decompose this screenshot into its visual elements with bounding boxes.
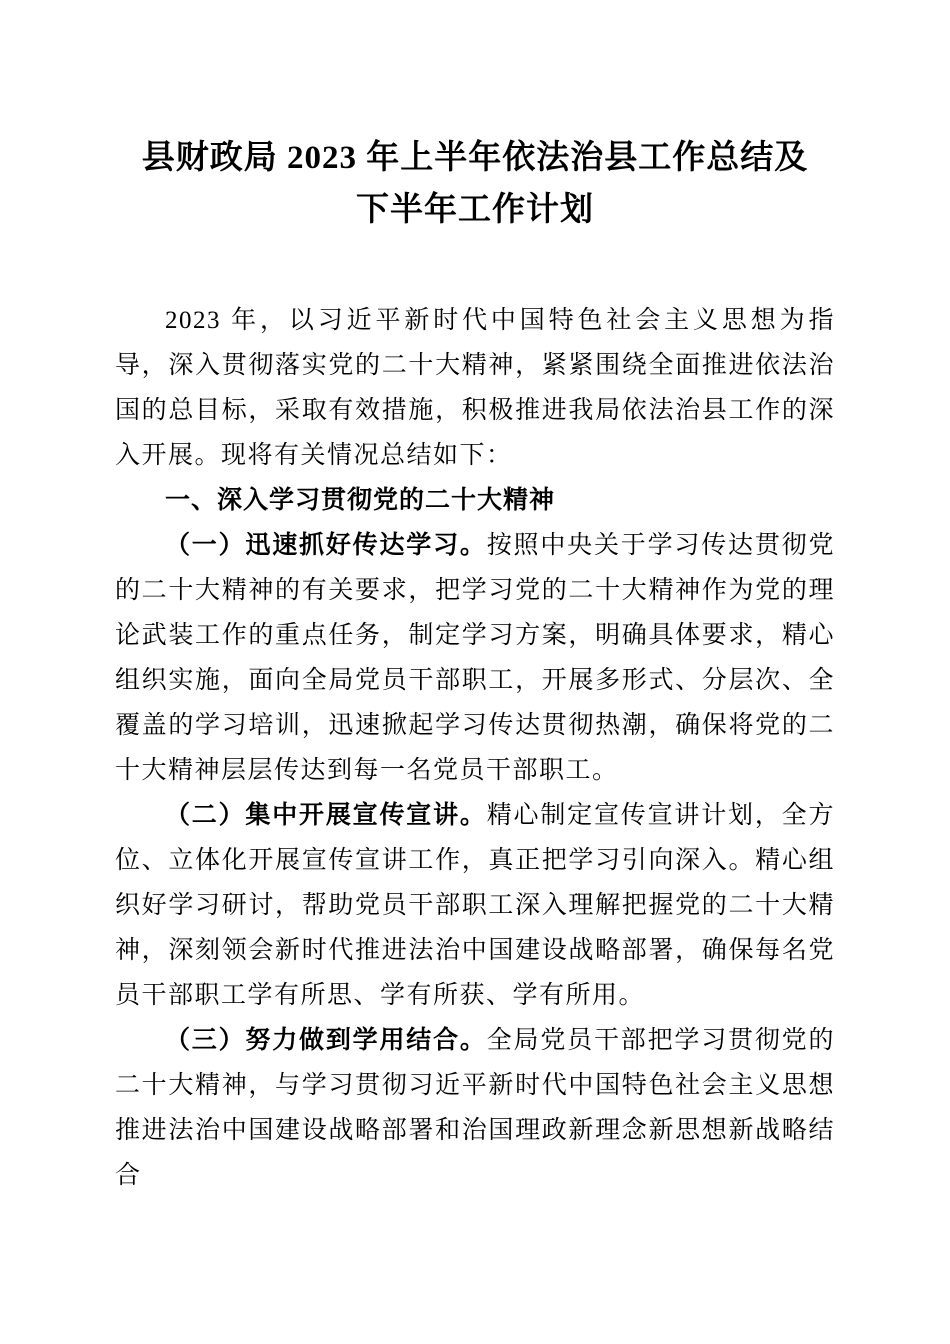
body-paragraph <box>115 1018 835 1198</box>
section-heading <box>115 478 835 523</box>
body-paragraph <box>115 793 835 1018</box>
document-title <box>115 132 835 236</box>
paragraph-text: 按照中央关于学习传达贯彻党的二十大精神的有关要求，把学习党的二十大精神作为党的理论武装工作的重点任务，制定学习方案，明确具体要求，精心组织实施，面向全局党员干部职工，开展多形式、分层次、全覆盖的学习培训，迅速掀起学习传达贯彻热潮，确保将党的二十大精神层层传达到每一名党员干部职工。 <box>115 532 835 784</box>
paragraph-lead-in: （三）努力做到学用结合。 <box>165 1027 487 1054</box>
body-paragraph <box>115 298 835 478</box>
paragraph-text: 全局党员干部把学习贯彻党的二十大精神，与学习贯彻习近平新时代中国特色社会主义思想推进法治中国建设战略部署和治国理政新理念新思想新战略结合 <box>115 1027 835 1189</box>
paragraph-lead-in: （二）集中开展宣传宣讲。 <box>165 802 487 829</box>
document-body <box>115 298 835 1198</box>
paragraph-lead-in: 一、深入学习贯彻党的二十大精神 <box>165 486 556 514</box>
paragraph-text: 精心制定宣传宣讲计划，全方位、立体化开展宣传宣讲工作，真正把学习引向深入。精心组织好学习研讨，帮助党员干部职工深入理解把握党的二十大精神，深刻领会新时代推进法治中国建设战略部署，确保每名党员干部职工学有所思、学有所获、学有所用。 <box>115 802 835 1009</box>
paragraph-lead-in: （一）迅速抓好传达学习。 <box>165 532 487 559</box>
document-title-line-2: 下半年工作计划 <box>356 192 594 228</box>
body-paragraph <box>115 523 835 793</box>
document-title-line-1: 县财政局 2023 年上半年依法治县工作总结及 <box>141 140 809 176</box>
paragraph-text: 2023 年，以习近平新时代中国特色社会主义思想为指导，深入贯彻落实党的二十大精神，紧紧围绕全面推进依法治国的总目标，采取有效措施，积极推进我局依法治县工作的深入开展。现将有关情况总结如下： <box>115 307 835 469</box>
